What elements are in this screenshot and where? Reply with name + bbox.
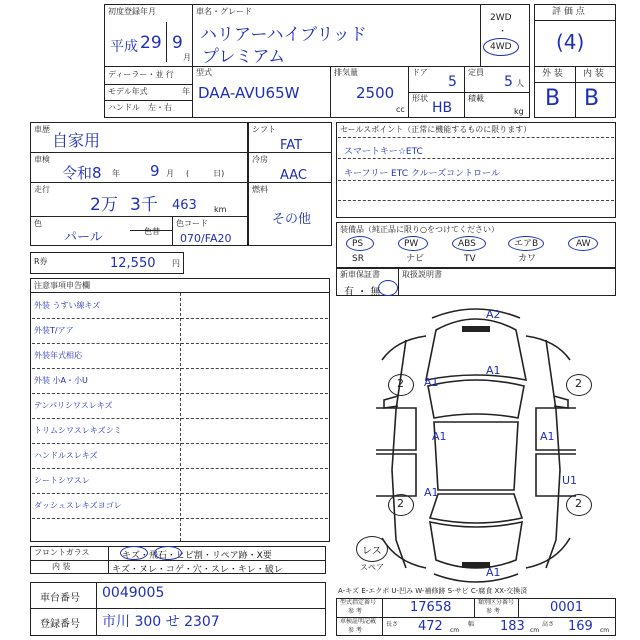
type-cert-value: 17658 [410,600,452,615]
drive-4wd: 4WD [490,42,512,52]
equip-airbag: エアB [514,239,539,249]
displacement-cc: cc [396,105,405,114]
equip-ps-circle [346,236,374,251]
interior-row-text: キズ・ヌレ・コゲ・穴・スレ・キレ・破レ [112,565,283,575]
glass-scratch-circle [120,546,148,560]
use-value: 自家用 [52,131,101,150]
note-item: シートシワスレ [34,476,90,485]
car-rear-bumper [434,574,518,582]
fuel-label: 燃料 [252,185,268,194]
width-label: 幅 [468,621,475,628]
recycle-amount: 12,550 [110,256,156,271]
mileage-rest: 463 [172,198,197,213]
inspection-month: 9 [150,162,160,180]
note-item: トリムシワスレキズシミ [34,426,122,435]
equip-leather: カワ [518,254,537,264]
first-reg-label: 初度登録年月 [108,7,156,16]
drive-4wd-circle [483,38,519,56]
car-trunk [430,522,522,568]
note-divider [32,443,328,444]
sales-point-2: キーフリー ETC クルーズコントロール [344,169,500,179]
shape-value: HB [432,100,453,116]
note-item: 外装 うすい線キズ [34,301,101,310]
door-value: 5 [448,74,457,90]
equip-abs: ABS [458,239,476,249]
inspection-label: 車検 [34,155,50,164]
code-a2: A2 [486,308,501,321]
notes-label: 注意事項申告欄 [34,281,90,290]
code-u1-right-rear: U1 [562,474,578,487]
interior-row-label: 内 装 [52,562,71,571]
frame-label: 車台番号 [40,593,80,604]
model-year-unit: 年 [182,87,190,96]
door-label: ドア [412,68,428,77]
shift-value: FAT [280,138,303,153]
warranty-label: 新車保証書 [340,270,380,279]
name-grade-label: 車名・グレード [196,7,252,16]
equip-tv: TV [464,254,476,264]
car-windshield [428,380,524,418]
tire-lr: 2 [397,497,404,510]
sales-point-1: スマートキー☆ETC [344,147,423,157]
warranty-value: 有 ・ 無 [344,287,381,298]
note-item: ハンドルスレキズ [34,451,98,460]
note-item: 外装T/アア [34,326,74,335]
interior-grade: B [584,86,600,111]
note-divider [32,368,328,369]
cert-sub: 参 考 [348,627,362,634]
length-label: 長さ [386,621,399,628]
height-value: 169 [568,619,593,634]
length-cm: cm [450,627,460,634]
equip-aw: AW [576,239,591,249]
glass-chip-circle [154,546,182,560]
mileage-man: 2万 [90,195,118,215]
code-a1-right-mid: A1 [540,430,555,443]
reg-month-unit: 月 [183,53,191,62]
equip-airbag-circle [508,236,544,251]
equipment-label: 装備品（純正品に限り○をつけてください） [340,225,499,234]
code-a1-front: A1 [486,364,501,377]
eval-score: (4) [556,30,585,54]
color-code-label: 色コード [176,219,208,228]
class-value: 0001 [550,600,584,615]
color-code-value: 070/FA20 [180,232,232,245]
note-divider [32,518,328,519]
recycle-label: R券 [34,257,48,266]
aircon-value: AAC [280,168,307,183]
tire-rr: 2 [575,497,582,510]
capacity-unit: 人 [516,79,524,88]
shift-label: シフト [252,125,276,134]
color-label: 色 [34,219,42,228]
length-value: 472 [418,619,443,634]
type-cert-label: 型式指定番号 [340,599,377,606]
warranty-circle [378,280,398,296]
inspection-era: 令和8 [62,164,102,182]
note-item: テンパリシワスレキズ [34,401,113,410]
equip-aw-circle [568,236,598,251]
capacity-label: 定員 [468,68,484,77]
note-divider [32,468,328,469]
plate-label: 登録番号 [40,619,80,630]
reg-month: 9 [172,33,183,53]
inspection-month-unit: 月 [166,169,174,178]
car-name: ハリアーハイブリッド [200,25,367,45]
car-right-mirror [554,396,568,408]
eval-label: 評 価 点 [552,7,585,17]
katashiki-label: 型式 [196,68,212,77]
height-cm: cm [600,627,610,634]
spare-label: スペア [360,563,384,572]
note-item: 外装 小A・小U [34,376,88,385]
recycle-yen: 円 [172,259,180,268]
car-front-plate [462,326,490,332]
type-cert-sub: 参 考 [348,608,362,615]
displacement-label: 排気量 [334,68,358,77]
car-rear-window [430,494,522,523]
equip-sr: SR [352,254,364,264]
interior-label: 内 装 [583,69,604,79]
equip-pw: PW [404,239,419,249]
dealer-label: ディーラー・並 行 [108,70,174,79]
note-divider [32,343,328,344]
mileage-label: 走行 [34,185,50,194]
tire-rf: 2 [575,377,582,390]
note-divider [32,493,328,494]
katashiki-value: DAA-AVU65W [198,84,300,102]
exterior-label: 外 装 [542,69,563,79]
class-label: 類別区分番号 [478,599,515,606]
equip-pw-circle [398,236,428,251]
height-label: 高さ [542,621,555,628]
sales-points-label: セールスポイント（正常に機能するものに限ります） [340,125,532,134]
width-value: 183 [500,619,525,634]
note-item: 外装年式相応 [34,351,82,360]
color-change-label: 色替 [144,227,160,236]
code-a1-rear: A1 [486,566,501,579]
damage-legend: A-キズ E-エクボ U-凹み W-補修跡 S-サビ C-腐食 XX-交換済 [338,587,528,595]
color-value: パール [64,230,103,245]
code-a1-left-front: A1 [424,376,439,389]
loading-kg: kg [514,107,524,116]
equip-abs-circle [452,236,486,251]
car-left-door-rear [376,454,416,496]
note-divider [32,418,328,419]
model-year-label: モデル年式 [108,87,148,96]
inspection-year-unit: 年 [112,169,120,178]
cert-label: 車検証明記載 [340,618,377,625]
equip-navi: ナビ [406,254,425,264]
width-cm: cm [530,627,540,634]
shape-label: 形状 [412,94,428,103]
drive-dot: ・ [498,27,508,37]
glass-text: キズ・飛石・ヒビ割・リペア跡・X要 [122,551,272,561]
use-label: 車歴 [34,125,50,134]
class-sub: 参 考 [486,608,500,615]
note-divider [32,393,328,394]
equip-ps: PS [352,239,364,249]
loading-label: 積載 [468,94,484,103]
exterior-grade: B [545,86,561,111]
note-divider [32,318,328,319]
displacement-value: 2500 [356,84,395,102]
inspection-day-unit: ( 日) [186,169,225,178]
note-item: ダッシュスレキズヨゴレ [34,501,122,510]
frame-value: 0049005 [102,585,165,601]
code-a1-left-rear: A1 [424,486,439,499]
fuel-value: その他 [272,212,312,227]
mileage-sen: 3千 [130,195,158,215]
reg-era: 平成 [110,39,138,55]
mileage-km: km [214,205,227,214]
drive-2wd: 2WD [490,13,512,23]
tire-lf: 2 [397,377,404,390]
car-front-bumper [432,309,520,318]
car-grade: プレミアム [202,47,286,67]
code-a1-left-mid: A1 [432,430,447,443]
car-roof [434,422,518,490]
plate-value: 市川 300 せ 2307 [102,614,220,630]
capacity-value: 5 [504,74,513,90]
car-left-mirror [384,396,398,408]
spare-note: レス [362,546,382,557]
reg-year: 29 [140,33,162,53]
recycle-section [30,252,184,274]
manual-label: 取扱説明書 [402,270,442,279]
glass-label: フロントガラス [34,548,90,557]
handle-label: ハンドル 左・右 [108,103,172,112]
aircon-label: 冷房 [252,155,268,164]
